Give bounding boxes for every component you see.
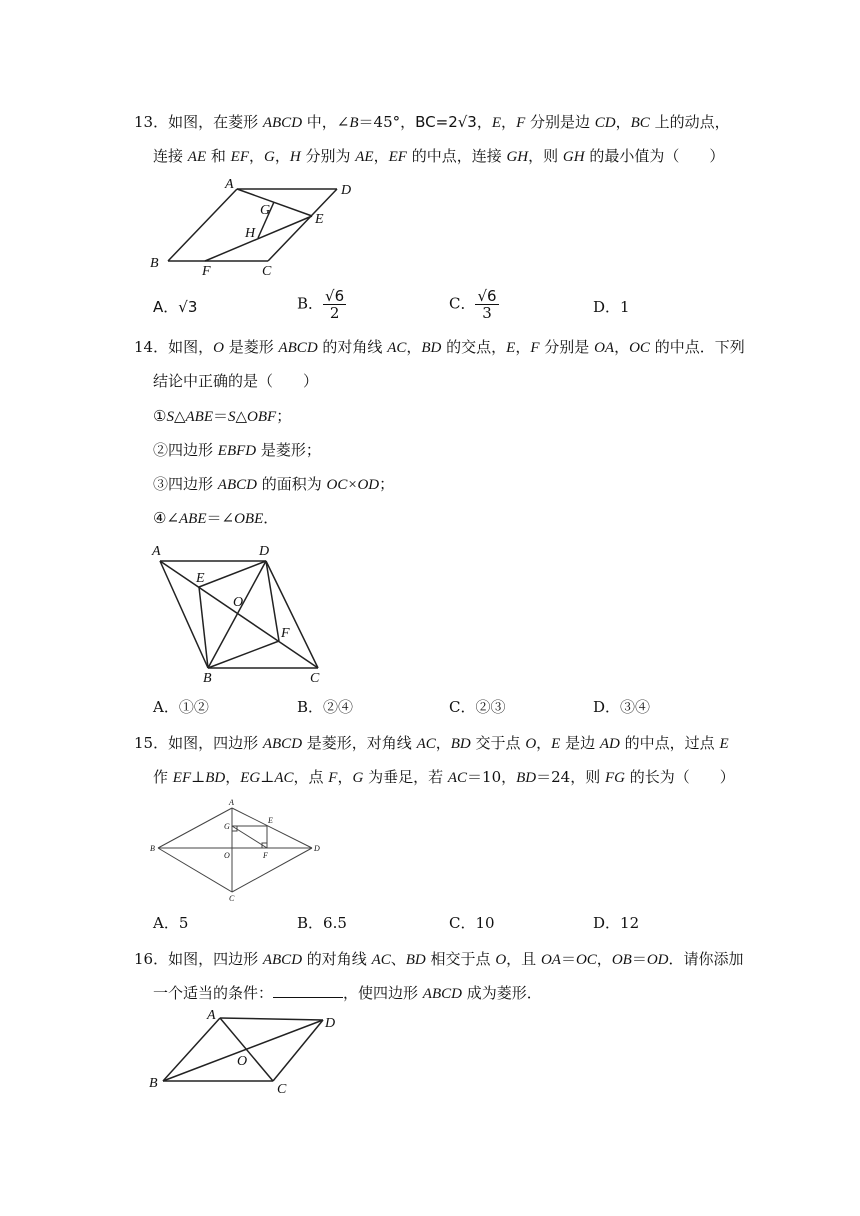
q13-label-f: F	[202, 264, 211, 279]
q16-label-c: C	[277, 1082, 287, 1097]
q14-label-e: E	[196, 571, 205, 586]
q13-line-2: 连接 AE 和 EF，G，H 分别为 AE，EF 的中点，连接 GH，则 GH 的最小值为（ ）	[153, 147, 725, 165]
q13-figure	[140, 175, 370, 280]
q14-label-o: O	[233, 595, 244, 610]
q14-statement-1: ①S△ABE＝S△OBF；	[153, 407, 292, 425]
q16-line-2: 一个适当的条件： ，使四边形 ABCD 成为菱形．	[153, 984, 542, 1002]
q14-label-a: A	[152, 544, 161, 559]
q14-label-f: F	[281, 626, 290, 641]
q14-label-c: C	[310, 671, 320, 685]
q13-option-d[interactable]: D．1	[593, 298, 630, 316]
q14-statement-4: ④∠ABE＝∠OBE．	[153, 509, 279, 527]
q15-label-f: F	[263, 851, 268, 860]
q14-option-a[interactable]: A．①②	[153, 698, 209, 716]
q14-statement-3: ③四边形 ABCD 的面积为 OC×OD；	[153, 475, 395, 493]
q15-label-b: B	[150, 844, 155, 853]
q15-label-a: A	[229, 798, 234, 807]
q14-statement-2: ②四边形 EBFD 是菱形；	[153, 441, 321, 459]
q13-label-c: C	[262, 264, 272, 279]
q13-label-d: D	[341, 183, 352, 198]
q15-label-o: O	[224, 851, 230, 860]
q15-option-b[interactable]: B．6.5	[297, 914, 347, 932]
q13-rhombus-diagram	[140, 175, 370, 280]
q15-label-g: G	[224, 822, 230, 831]
q13-label-e: E	[315, 212, 324, 227]
q14-line-2: 结论中正确的是（ ）	[153, 372, 319, 390]
q16-label-d: D	[325, 1016, 336, 1031]
q15-line-2: 作 EF⊥BD，EG⊥AC，点 F，G 为垂足，若 AC＝10，BD＝24，则 FG 的长为（ ）	[153, 768, 735, 786]
q14-rhombus-diagram	[140, 540, 340, 685]
q16-parallelogram-diagram	[140, 1005, 350, 1100]
q13-option-b[interactable]: B． $\frac{√6}{2}$	[297, 287, 345, 322]
q14-option-d[interactable]: D．③④	[593, 698, 651, 716]
q14-line-1: 14．如图，O 是菱形 ABCD 的对角线 AC，BD 的交点，E，F 分别是 OA，OC 的中点．下列	[134, 338, 745, 356]
q13-line-1: 13．如图，在菱形 ABCD 中，∠B＝45°，BC=2√3，E，F 分别是边 CD，BC 上的动点，	[134, 113, 730, 131]
q16-line-1: 16．如图，四边形 ABCD 的对角线 AC、BD 相交于点 O，且 OA＝OC，OB＝OD．请你添加	[134, 950, 744, 968]
q13-label-h: H	[245, 226, 256, 241]
q15-line-1: 15．如图，四边形 ABCD 是菱形，对角线 AC，BD 交于点 O，E 是边 AD 的中点，过点 E	[134, 734, 729, 752]
q13-option-c[interactable]: C． $\frac{√6}{3}$	[449, 287, 497, 322]
q16-answer-blank[interactable]	[273, 983, 343, 998]
q15-rhombus-diagram	[145, 796, 330, 904]
q13-option-a[interactable]: A．√3	[153, 298, 198, 316]
q16-label-b: B	[149, 1076, 158, 1091]
q16-figure	[140, 1005, 350, 1100]
q16-label-a: A	[207, 1008, 216, 1023]
q15-option-a[interactable]: A．5	[153, 914, 189, 932]
q14-label-d: D	[259, 544, 270, 559]
q15-label-d: D	[314, 844, 320, 853]
q15-label-e: E	[268, 816, 273, 825]
q15-figure	[145, 796, 330, 904]
q13-bc-value: BC=2√3	[415, 113, 477, 131]
q13-label-g: G	[260, 203, 271, 218]
q15-option-c[interactable]: C．10	[449, 914, 495, 932]
q15-option-d[interactable]: D．12	[593, 914, 640, 932]
q16-label-o: O	[237, 1054, 248, 1069]
q14-figure	[140, 540, 340, 685]
q15-label-c: C	[229, 894, 235, 903]
q13-label-b: B	[150, 256, 159, 271]
q14-option-b[interactable]: B．②④	[297, 698, 354, 716]
q14-label-b: B	[203, 671, 212, 685]
q13-label-a: A	[225, 177, 234, 192]
q14-option-c[interactable]: C．②③	[449, 698, 506, 716]
